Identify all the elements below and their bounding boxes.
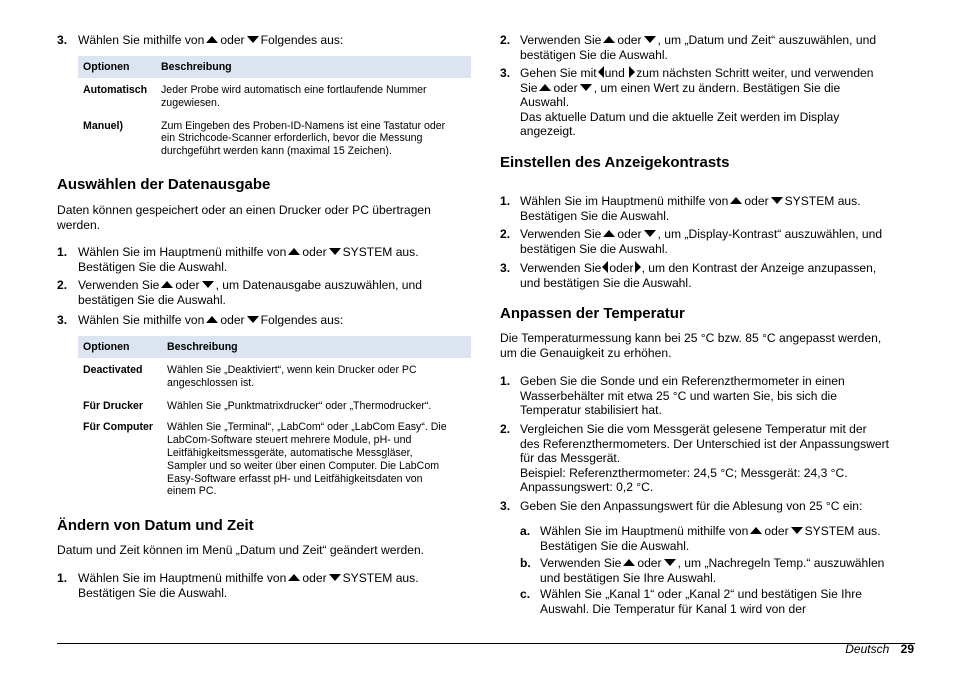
heading-datenausgabe: Auswählen der Datenausgabe — [57, 176, 271, 193]
up-arrow-icon — [748, 524, 764, 538]
footer-language: Deutsch — [845, 642, 890, 656]
table-header-description: Beschreibung — [167, 336, 471, 358]
options-table-output — [78, 336, 471, 498]
heading-kontrast: Einstellen des Anzeigekontrasts — [500, 154, 730, 171]
table-header-options: Optionen — [78, 336, 167, 358]
down-arrow-icon — [327, 245, 343, 259]
down-arrow-icon — [245, 313, 261, 327]
paragraph-temperatur: Die Temperaturmessung kann bei 25 °C bzw. 85 °C angepasst werden, um die Genauigkeit zu erhöhen. — [500, 331, 882, 360]
down-arrow-icon — [642, 227, 658, 241]
table-row: Automatisch Jeder Probe wird automatisch eine fortlaufende Nummer zugewiesen. — [83, 84, 427, 109]
down-arrow-icon — [769, 194, 785, 208]
heading-temperatur: Anpassen der Temperatur — [500, 305, 685, 322]
down-arrow-icon — [200, 278, 216, 292]
up-arrow-icon — [537, 81, 553, 95]
left-arrow-icon — [597, 66, 605, 80]
table-row: Für Computer Wählen Sie „Terminal“, „LabCom“ oder „LabCom Easy“. Die LabCom-Software steuert mehrere Module, pH- und Leitfähigkeitsmessgeräte, automatische Messgläser, Sampler und so weiter über einen Computer. Die LabCom Easy-Software erfasst pH- und Leitfähigkeitsdaten von einem PC. — [83, 421, 447, 498]
down-arrow-icon — [662, 556, 678, 570]
step-number: 3. — [57, 33, 68, 47]
up-arrow-icon — [286, 245, 302, 259]
options-table-sample-id — [78, 56, 471, 158]
table-row: Deactivated Wählen Sie „Deaktiviert“, wenn kein Drucker oder PC angeschlossen ist. — [83, 364, 417, 389]
up-arrow-icon — [159, 278, 175, 292]
footer-divider — [57, 643, 915, 644]
paragraph-datenausgabe: Daten können gespeichert oder an einen Drucker oder PC übertragen werden. — [57, 203, 431, 232]
page-number: 29 — [900, 642, 914, 656]
down-arrow-icon — [578, 81, 594, 95]
heading-datum-zeit: Ändern von Datum und Zeit — [57, 517, 254, 534]
down-arrow-icon — [789, 524, 805, 538]
table-row: Für Drucker Wählen Sie „Punktmatrixdrucker“ oder „Thermodrucker“. — [83, 399, 432, 412]
up-arrow-icon — [621, 556, 637, 570]
footer — [845, 642, 914, 656]
down-arrow-icon — [245, 33, 261, 47]
right-arrow-icon — [628, 66, 636, 80]
up-arrow-icon — [601, 227, 617, 241]
right-arrow-icon — [634, 261, 642, 275]
up-arrow-icon — [204, 33, 220, 47]
table-header-options: Optionen — [78, 56, 161, 78]
paragraph-datum-zeit: Datum und Zeit können im Menü „Datum und Zeit“ geändert werden. — [57, 543, 425, 557]
up-arrow-icon — [601, 33, 617, 47]
up-arrow-icon — [204, 313, 220, 327]
down-arrow-icon — [327, 571, 343, 585]
up-arrow-icon — [286, 571, 302, 585]
up-arrow-icon — [728, 194, 744, 208]
down-arrow-icon — [642, 33, 658, 47]
table-row: Manuel) Zum Eingeben des Proben-ID-Namens ist eine Tastatur oder ein Strichcode-Scanner erforderlich, bevor die Messung durchgeführt werden kann (maximal 15 Zeichen). — [83, 119, 446, 158]
table-header-description: Beschreibung — [161, 56, 471, 78]
